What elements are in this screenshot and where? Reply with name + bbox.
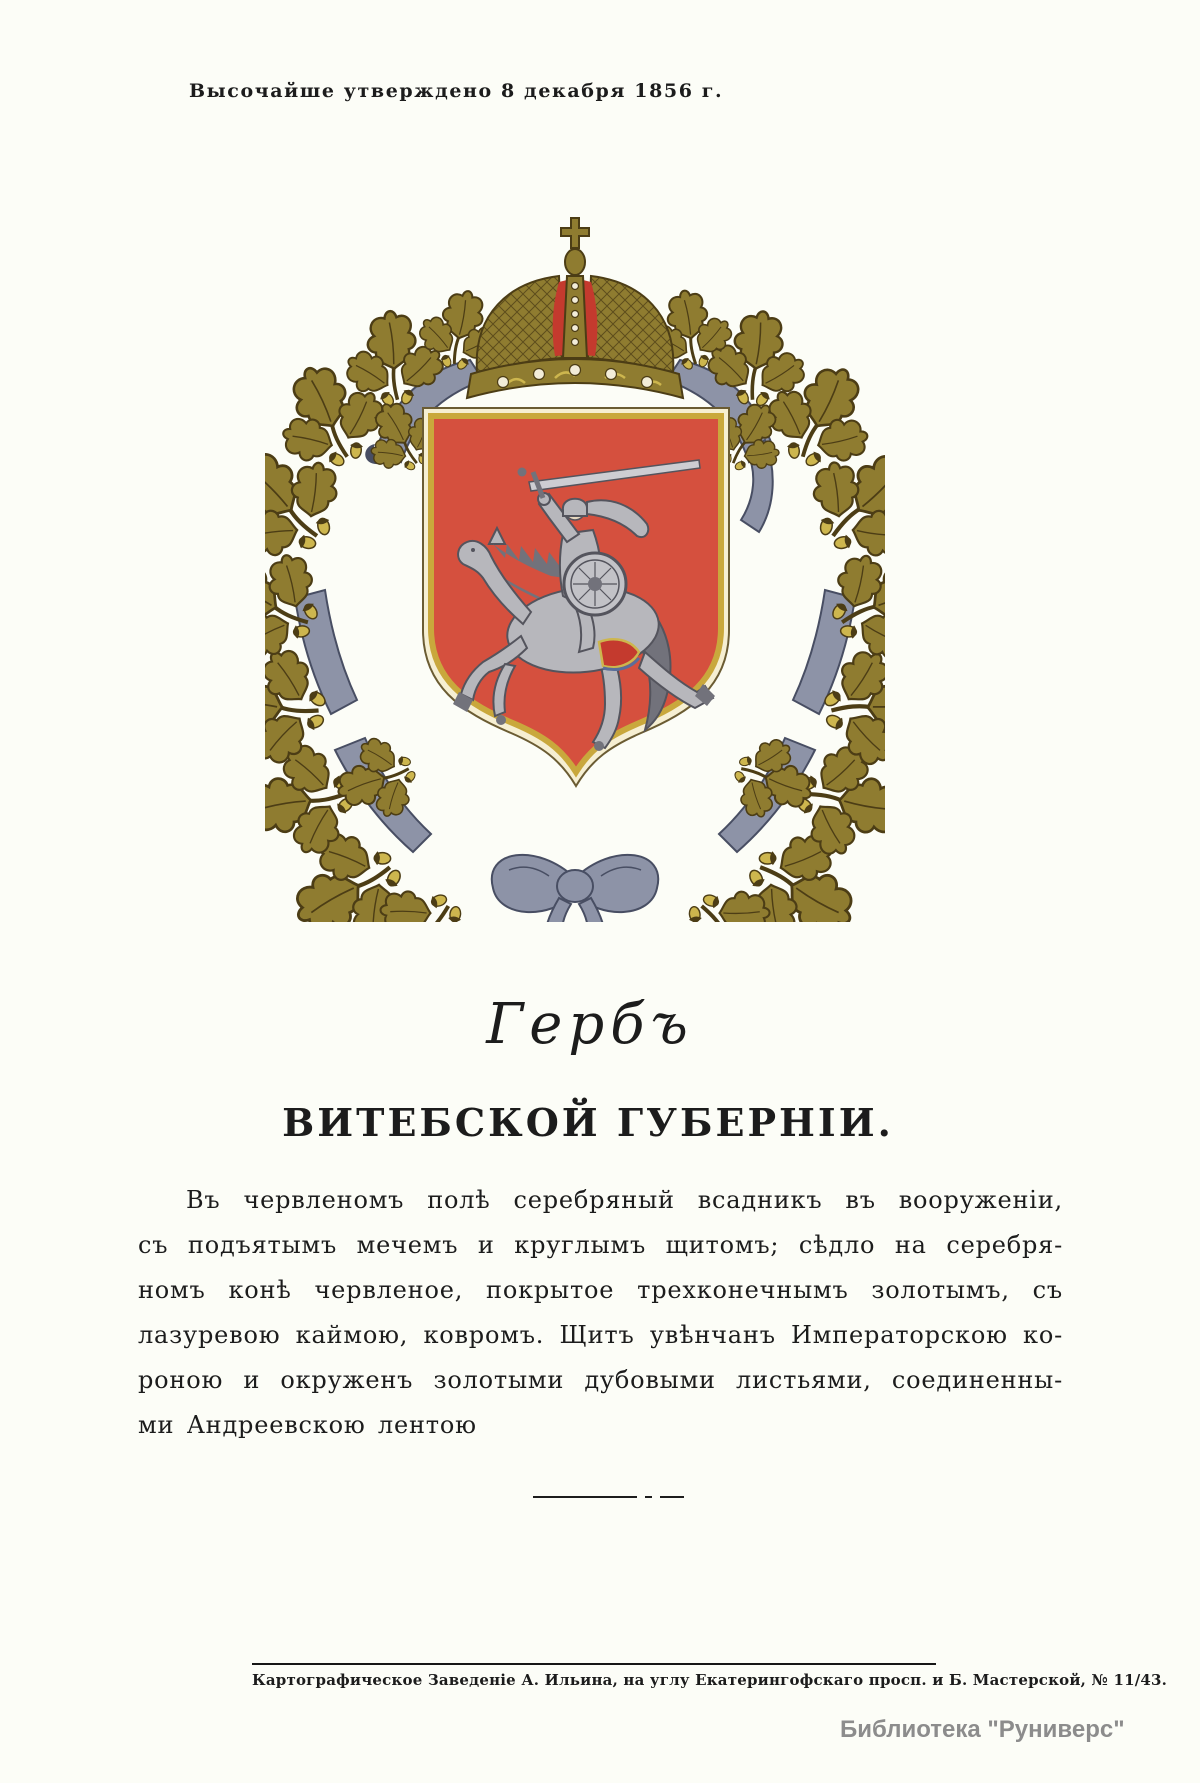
blazon-line: съ подъятымъ мечемъ и круглымъ щитомъ; сѣдло на серебря- — [138, 1231, 1063, 1259]
blazon-line: роною и окруженъ золотыми дубовыми листьями, соединенны- — [138, 1366, 1063, 1394]
bow-knot — [557, 870, 593, 902]
ribbon-bow — [492, 855, 658, 922]
coat-of-arms — [265, 210, 885, 922]
approval-line: Высочайше утверждено 8 декабря 1856 г. — [189, 80, 724, 102]
horse-fore-hoof — [496, 715, 506, 725]
imprint-line: Картографическое Заведеніе А. Ильина, на углу Екатерингофскаго просп. и Б. Мастерской, № 11/43. — [252, 1671, 1168, 1689]
sword-pommel — [518, 468, 527, 477]
imprint-rule — [252, 1663, 936, 1665]
library-watermark: Библиотека "Руниверс" — [840, 1716, 1125, 1743]
imperial-crown — [467, 218, 683, 398]
blazon-line: номъ конѣ червленое, покрытое трехконечнымъ золотымъ, съ — [138, 1276, 1063, 1304]
crown-hoop-lattice — [477, 276, 562, 372]
blazon-line: ми Андреевскою лентою — [138, 1411, 477, 1439]
crown-monde — [565, 249, 585, 275]
crown-cross-icon — [561, 218, 589, 248]
horse-eye — [471, 548, 475, 552]
page-title-script: Гербъ — [486, 992, 694, 1057]
crown-hoop-lattice — [588, 276, 673, 372]
rider-helmet — [563, 499, 587, 516]
blazon-line: лазуревою каймою, ковромъ. Щитъ увѣнчанъ Императорскою ко- — [138, 1321, 1063, 1349]
round-shield-boss — [588, 577, 602, 591]
blazon-line: Въ червленомъ полѣ серебряный всадникъ въ вооруженіи, — [186, 1186, 1063, 1214]
section-divider — [533, 1496, 684, 1498]
blazon-paragraph — [138, 1178, 1063, 1448]
page-title: ВИТЕБСКОЙ ГУБЕРНІИ. — [282, 1100, 894, 1145]
horse-rear-hoof — [594, 741, 604, 751]
